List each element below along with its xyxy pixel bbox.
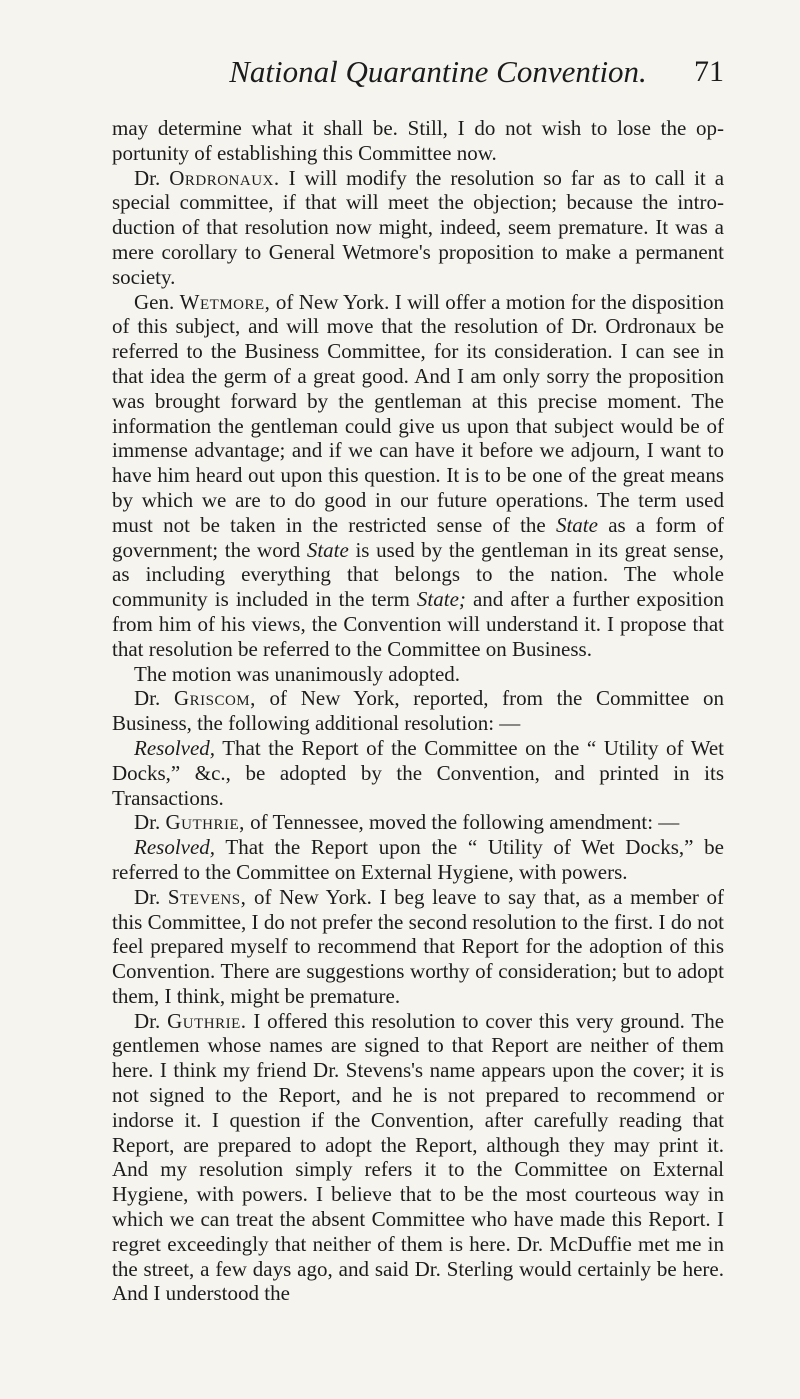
text-run: may determine what it shall be. Still, I do not wish to lose the opportunity of establishing this Committee now. xyxy=(112,116,724,165)
text-run: of New York. I beg leave to say that, as a member of this Committee, I do not prefer the second resolution to the first. I do not feel prepared myself to recommend that Report for the adoption of this Convention. There are suggestions worthy of consideration; but to adopt them, I think, might be premature. xyxy=(112,884,725,1008)
italic-text: State xyxy=(306,537,349,562)
speaker-name: Griscom, xyxy=(173,686,256,711)
text-run: That the Report upon the “ Utility of Wet Docks,” be referred to the Committee on External Hygiene, with powers. xyxy=(112,835,724,884)
text-run: and after a further exposition from him of his views, the Convention will understand it. I propose that that resolution be referred to the Committee on Business. xyxy=(112,587,724,661)
speaker-name: Wetmore, xyxy=(179,289,271,314)
text-run: The motion was unanimously adopted. xyxy=(134,661,461,686)
running-header xyxy=(152,52,724,92)
text-run: of New York. I will offer a motion for the disposition of this subject, and will move that the resolution of Dr. Ordronaux be referred to the Business Committee, for its consideration. I can see in that idea the germ of a great good. And I am only sorry the proposition was brought forward by the gentleman at this precise moment. The information the gentleman could give us upon that subject would be of immense advantage; and if we can have it before we adjourn, I want to have him heard out upon this question. It is to be one of the great means by which we are to do good in our future operations. The term used must not be taken in the restricted sense of the xyxy=(112,289,724,537)
page-number: 71 xyxy=(694,55,724,88)
paragraph xyxy=(112,810,724,835)
paragraph xyxy=(112,835,724,885)
text-run: is used by the gentleman in its great sense, as including everything that belongs to the nation. The whole community is included in the term xyxy=(112,537,724,612)
speaker-name: Guthrie. xyxy=(167,1008,247,1033)
running-title: National Quarantine Convention. xyxy=(229,54,647,89)
text-run: of Tennessee, moved the following amendment: — xyxy=(244,810,680,835)
paragraph xyxy=(112,166,724,290)
speaker-name: Guthrie, xyxy=(165,810,245,835)
paragraph xyxy=(112,116,724,166)
paragraph xyxy=(112,885,724,1009)
text-run: as a form of government; the word xyxy=(112,512,724,562)
text-run: Dr. xyxy=(134,884,168,909)
text-run: That the Report of the Committee on the “ Utility of Wet Docks,” &c., be adopted by the Convention, and printed in its Transactions. xyxy=(112,735,724,810)
paragraph xyxy=(112,736,724,810)
italic-text: Resolved, xyxy=(134,735,216,760)
text-run: Dr. xyxy=(134,1008,168,1033)
italic-text: Resolved, xyxy=(134,835,216,860)
text-run: Dr. xyxy=(134,810,166,835)
italic-text: State; xyxy=(416,587,466,612)
paragraph xyxy=(112,662,724,687)
speaker-name: Ordronaux. xyxy=(169,165,280,190)
text-run: Dr. xyxy=(134,165,170,190)
text-run: Gen. xyxy=(134,289,180,314)
body-text xyxy=(112,116,724,1306)
paragraph xyxy=(112,290,724,662)
text-run: Dr. xyxy=(134,686,174,711)
text-run: I will modify the resolution so far as to call it a special committee, if that will meet the objection; because the introduction of that resolution now might, indeed, seem premature. It was a mere corollary to General Wetmore's proposition to make a permanent society. xyxy=(112,165,725,289)
paragraph xyxy=(112,686,724,736)
paragraph xyxy=(112,1009,724,1307)
italic-text: State xyxy=(555,512,598,537)
text-run: I offered this resolution to cover this very ground. The gentlemen whose names are signed to that Report are neither of them here. I think my friend Dr. Stevens's name appears upon the cover; it is not signed to the Report, and he is not prepared to recommend or indorse it. I question if the Convention, after carefully reading that Report, are prepared to adopt the Report, although they may print it. And my resolution simply refers it to the Committee on External Hygiene, with powers. I believe that to be the most courteous way in which we can treat the absent Committee who have made this Report. I regret exceedingly that neither of them is here. Dr. McDuffie met me in the street, a few days ago, and said Dr. Sterling would certainly be here. And I understood the xyxy=(112,1008,725,1306)
text-run: of New York, reported, from the Committee on Business, the following additional resolution: — xyxy=(112,686,725,736)
speaker-name: Stevens, xyxy=(167,884,247,909)
